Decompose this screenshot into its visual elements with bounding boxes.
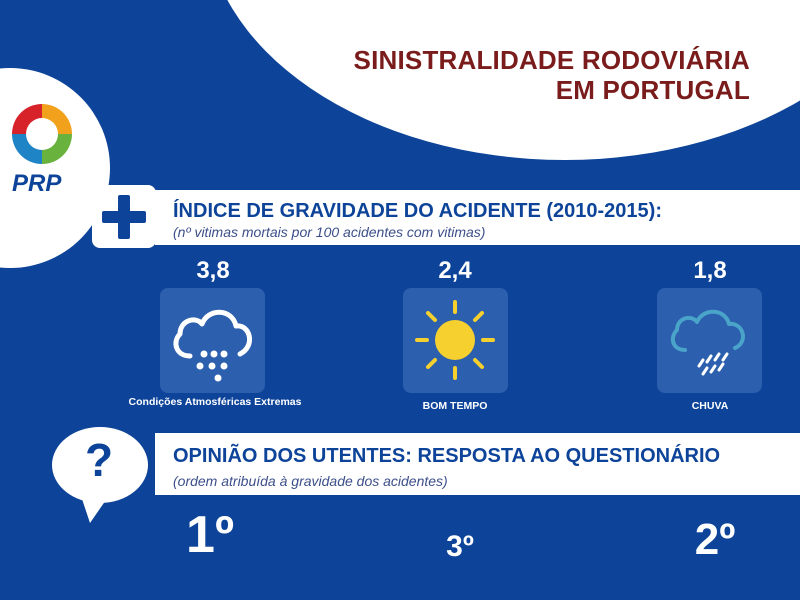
caption-extreme: Condições Atmosféricas Extremas: [128, 396, 302, 408]
caption-rain: CHUVA: [691, 400, 729, 412]
opinion-header-band: [155, 433, 800, 495]
gravity-subtitle: (nº vitimas mortais por 100 acidentes com vitimas): [173, 224, 486, 240]
page-title-line-2: EM PORTUGAL: [555, 75, 750, 105]
rank-extreme: 1º: [186, 506, 234, 564]
value-rain: 1,8: [693, 257, 727, 284]
gravity-header-band: [155, 190, 800, 245]
rank-rain: 2º: [694, 515, 736, 564]
cloud-rain-icon: [657, 288, 762, 393]
page-title: [354, 45, 750, 105]
value-good-weather: 2,4: [438, 257, 472, 284]
gravity-title: ÍNDICE DE GRAVIDADE DO ACIDENTE (2010-2015):: [173, 200, 662, 222]
rank-good-weather: 3º: [446, 530, 474, 563]
page-title-line-1: SINISTRALIDADE RODOVIÁRIA: [353, 45, 750, 75]
cloud-hail-icon: [160, 288, 265, 393]
opinion-subtitle: (ordem atribuída à gravidade dos acidentes): [173, 473, 448, 489]
sun-icon: [403, 288, 508, 393]
caption-good-weather: BOM TEMPO: [422, 400, 488, 412]
question-mark-icon: ?: [84, 434, 114, 486]
value-extreme: 3,8: [196, 257, 230, 284]
logo-text: PRP: [12, 170, 62, 197]
opinion-title: OPINIÃO DOS UTENTES: RESPOSTA AO QUESTIONÁRIO: [173, 445, 721, 467]
plus-icon: [92, 185, 156, 248]
prp-logo-icon: [8, 100, 76, 168]
